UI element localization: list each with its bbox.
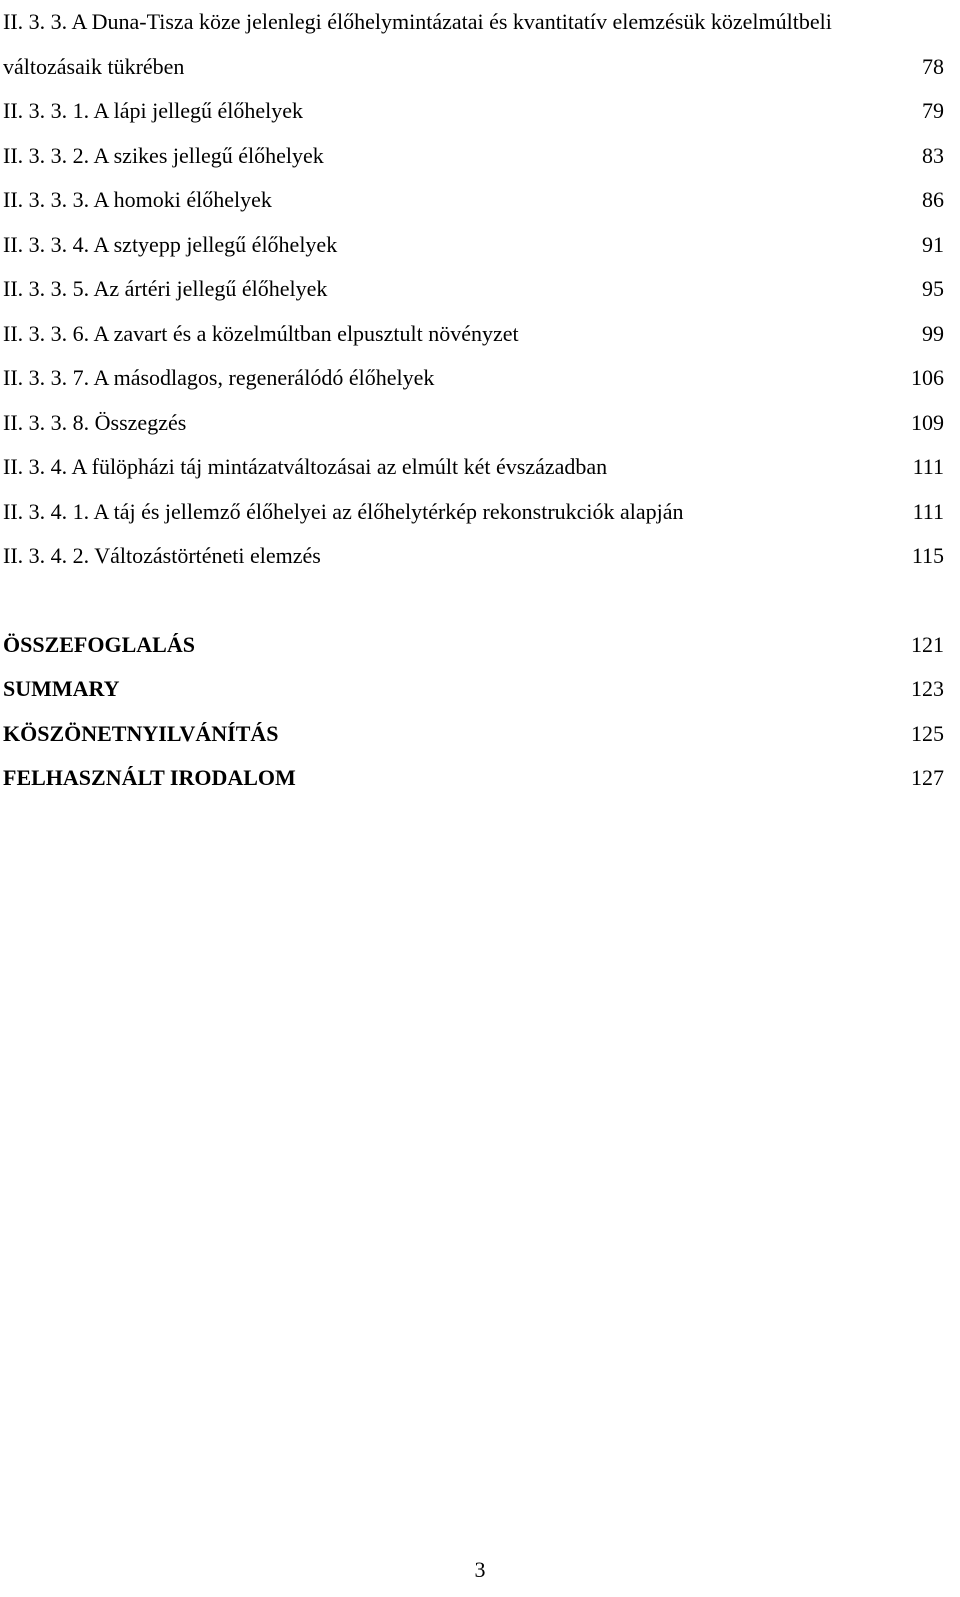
toc-entry-page: 115 [911,543,944,568]
toc-main-entry [3,712,944,757]
section-spacer [3,579,944,623]
toc-entry [3,89,944,134]
toc-entry [3,534,944,579]
toc-entry-title: II. 3. 3. 8. Összegzés [3,409,187,435]
toc-entry-page: 125 [911,720,944,746]
toc-entry [3,312,944,357]
toc-entry-title: SUMMARY [3,676,120,701]
toc-entry-page: 91 [922,231,944,257]
toc-entry-title: II. 3. 3. 7. A másodlagos, regenerálódó élőhelyek [3,365,435,390]
page-number: 3 [474,1557,486,1582]
toc-entry-page: 95 [922,276,944,301]
toc-entry-page: 106 [911,365,944,390]
toc-entry [3,490,944,535]
toc-entry-page: 99 [922,320,944,346]
toc-entry-title: II. 3. 3. 1. A lápi jellegű élőhelyek [3,98,303,123]
toc-entry [3,401,944,446]
toc-entry [3,223,944,268]
toc-entry-page: 78 [922,53,944,79]
toc-entry [3,356,944,401]
toc-entry-page: 121 [911,631,944,657]
toc-entry [3,0,944,89]
toc-main-entry [3,623,944,668]
toc-entry-title: II. 3. 3. 6. A zavart és a közelmúltban elpusztult növényzet [3,320,519,346]
toc-entry-page: 86 [922,187,944,212]
toc-main-entry [3,667,944,712]
toc-entry-page: 79 [922,98,944,123]
toc-entry-title: II. 3. 3. A Duna-Tisza köze jelenlegi élőhelymintázatai és kvantitatív elemzésük közelmúltbeli változásaik tükrében [3,9,832,79]
toc-entry-page: 111 [912,454,944,479]
toc-entry-title: KÖSZÖNETNYILVÁNÍTÁS [3,720,279,746]
toc-entry-title: II. 3. 3. 3. A homoki élőhelyek [3,187,272,212]
toc-entry-page: 111 [912,498,944,524]
toc-entry [3,267,944,312]
toc-entry-page: 127 [911,765,944,790]
toc-entry-title: II. 3. 3. 4. A sztyepp jellegű élőhelyek [3,231,338,257]
toc-entry-title: II. 3. 3. 2. A szikes jellegű élőhelyek [3,142,324,168]
toc-entry-page: 83 [922,142,944,168]
toc-main-entry [3,756,944,801]
table-of-contents [3,0,944,801]
toc-entry-title: II. 3. 4. 2. Változástörténeti elemzés [3,543,321,568]
toc-entry-title: ÖSSZEFOGLALÁS [3,631,195,657]
toc-entry-page: 123 [911,676,944,701]
toc-entry-title: II. 3. 4. A fülöpházi táj mintázatváltozásai az elmúlt két évszázadban [3,454,608,479]
toc-entry [3,178,944,223]
toc-entry [3,445,944,490]
toc-entry-title: II. 3. 4. 1. A táj és jellemző élőhelyei az élőhelytérkép rekonstrukciók alapján [3,498,684,524]
toc-entry-title: FELHASZNÁLT IRODALOM [3,765,296,790]
toc-entry-page: 109 [911,409,944,435]
toc-entry [3,134,944,179]
toc-entry-title: II. 3. 3. 5. Az ártéri jellegű élőhelyek [3,276,328,301]
